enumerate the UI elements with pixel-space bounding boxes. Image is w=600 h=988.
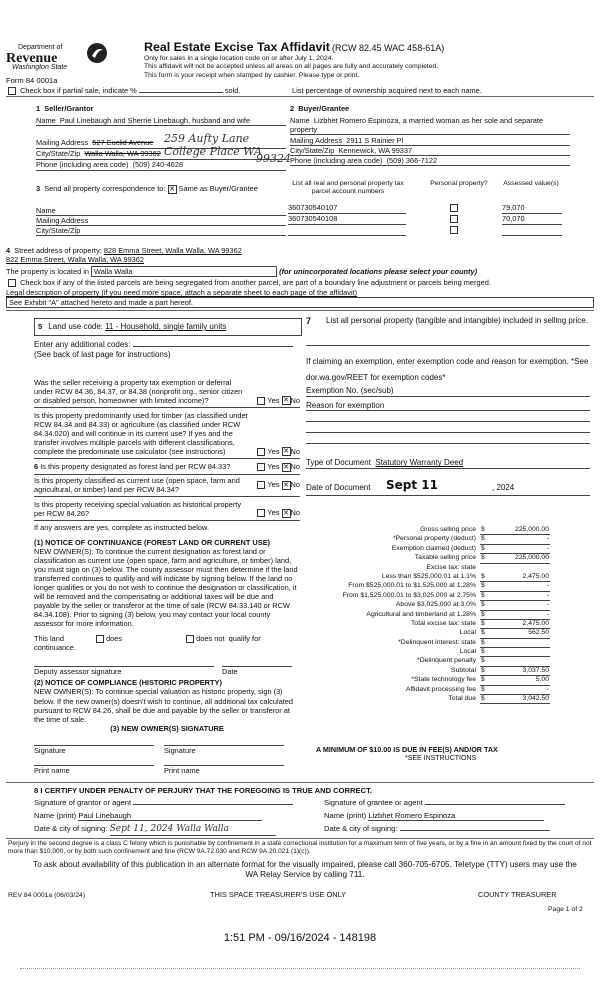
divider [6,838,594,839]
tax-row [306,676,550,685]
tax-row [306,657,550,666]
alt-format-text: To ask about availability of this publication in an alternate format for the visually impaired, please call 360-705-6705. Teletype (TTY) users may use the WA Relay Service by calling 711. [33,860,577,879]
tax-row-value[interactable]: - [546,601,549,609]
perforation [20,968,580,969]
dollar-sign: $ [481,638,485,646]
parcel-row [288,214,588,225]
yes-label: Yes [267,462,280,472]
tax-row-label: Agricultural and timberland at 1.28% [366,610,476,618]
tax-row-label: Total excise tax: state [411,619,476,627]
dept-of: Department of [18,44,63,51]
street-label: Street address of property: [14,246,102,255]
tax-row-currency [480,611,550,620]
does-label: does [106,634,123,644]
subtitle-3: This form is your receipt when stamped by cashier. Please type or print. [144,71,360,79]
reason-label: Reason for exemption [306,400,385,410]
tax-row [306,667,550,676]
tax-row [306,686,550,695]
tax-row-label: From $525,000.01 to $1,525,000 at 1.28% [348,582,476,590]
s6-num: 6 [34,462,39,472]
subtitle-1: Only for sales in a single location code on or after July 1, 2024. [144,55,334,63]
this-land-label: This land [34,634,64,644]
no-label: No [290,508,300,518]
seller-mail-struck: 527 Euclid Avenue [92,138,154,148]
tax-row-currency [480,545,550,554]
buyer-section [290,104,570,166]
dollar-sign: $ [481,535,485,543]
dor-logo [6,38,126,74]
personal-property-checkbox[interactable] [450,204,458,212]
yes-label: Yes [267,446,280,456]
dollar-sign: $ [481,582,485,590]
correspondence-section [36,184,286,236]
s5-num: 5 [38,322,43,331]
grantee-name[interactable]: Lizbhet Romero Espinoza [368,811,544,821]
divider [6,96,594,97]
same-as-buyer-checkbox[interactable]: ✕ [169,185,175,193]
corr-num: 3 [36,184,41,193]
s7-num: 7 [306,316,312,326]
tax-row-currency [480,657,550,666]
segregate-label: Check box if any of the listed parcels are being segregated from another parcel, are part of a boundary line adjustment or parcels being merged. [20,278,491,288]
tax-table [306,526,550,704]
treasurer-use: THIS SPACE TREASURER'S USE ONLY [210,890,347,899]
q3-no-checkbox[interactable]: ✕ [283,463,289,471]
additional-codes-label: Enter any additional codes: [34,340,131,349]
tax-row [306,629,550,638]
if-yes-note: If any answers are yes, complete as instructed below. [34,523,209,532]
q5-text: Is this property receiving special valuation as historical property per RCW 84.26? [34,499,242,518]
q5-no-checkbox[interactable]: ✕ [283,509,289,517]
dollar-sign: $ [481,601,485,609]
street-num: 4 [6,246,11,255]
q1-no-checkbox[interactable]: ✕ [283,397,289,405]
dollar-sign: $ [481,648,485,656]
dollar-sign: $ [481,619,485,627]
dollar-sign: $ [481,610,485,618]
legal-label: Legal description of property (if you need more space, attach a separate sheet to each page of the affidavit) [6,288,358,298]
yes-label: Yes [267,508,280,518]
grantor-sig-label: Signature of grantor or agent [34,798,132,808]
tax-row [306,564,550,573]
deputy-signature-label: Deputy assessor signature [34,667,122,677]
seller-num: 1 [36,104,41,113]
s7-text: List all personal property (tangible and intangible) included in selling price. [326,316,588,325]
street-address-2[interactable]: 822 Emma Street, Walla Walla, WA 99362 [6,255,145,265]
seller-zip-handwritten[interactable]: 99324 [256,152,291,166]
personal-property-line[interactable] [306,337,590,346]
form-title: Real Estate Excise Tax Affidavit [144,40,330,54]
no-label: No [290,395,300,405]
tax-row [306,554,550,563]
notice-1-body: NEW OWNER(S): To continue the current designation as forest land or classification as current use (open space, farm and agriculture, or timber) land, you must sign on (3) below. The county assessor must then determine if the land transferred continues to qualify and will indicate by signing below. If the land no longer qualifies or you do not wish to continue the designation or classification, it will be removed and the compensating or additional taxes will be due and payable by the seller or transferor at the time of sale (RCW 84.33.140 or RCW 84.34.108). Prior to signing (3) below, you may contact your local county assessor for more information. [34,547,298,629]
tax-row-currency [480,639,550,648]
q2-no-checkbox[interactable]: ✕ [283,448,289,456]
qualify-label: qualify for [228,634,261,644]
parcel-header-numbers: List all real and personal property tax parcel account numbers [292,180,404,196]
tax-row [306,592,550,601]
notice-1-title: (1) NOTICE OF CONTINUANCE (FOREST LAND OR CURRENT USE) [34,538,271,548]
perjury-text: Perjury in the second degree is a class C felony which is punishable by confinement in a state correctional institution for a maximum term of five years, or by a fine in an amount fixed by the court of not more than $10,000, or by both such confinement and fine (RCW 9A.72.030 and RCW 9A.20.021 (1)(c)). [8,840,592,856]
parcel-table [288,180,588,236]
buyer-name-label: Name [290,116,310,126]
q3-yes-checkbox[interactable] [257,463,265,471]
tax-row-label: From $1,525,000.01 to $3,025,000 at 2.75% [342,591,476,599]
tax-row [306,611,550,620]
tax-row-currency [480,573,550,582]
land-use-label: Land use code: [48,322,104,331]
personal-property-section [306,316,590,496]
yes-label: Yes [267,395,280,405]
dollar-sign: $ [481,629,485,637]
parcel-number[interactable] [288,225,406,236]
list-percentage-note: List percentage of ownership acquired next to each name. [292,86,482,95]
tax-row [306,582,550,591]
uninc-note: (for unincorporated locations please select your county) [279,267,478,277]
parcel-assessed-value[interactable]: 79,070 [502,203,562,214]
certify-section [34,786,594,836]
grantee-date[interactable] [400,830,550,831]
tax-row-label: Less than $525,000.01 at 1.1% [381,572,476,580]
tax-row-currency [480,667,550,676]
tax-row-label: Above $3,025,000 at 3.0% [395,601,476,609]
seller-phone[interactable]: (509) 240-4628 [132,160,184,170]
seller-city-label: City/State/Zip [36,149,81,159]
tax-row-label: *Delinquent penalty [417,657,476,665]
tax-row-value[interactable]: - [546,535,549,543]
additional-codes-input[interactable] [133,346,293,347]
tax-row [306,620,550,629]
reason-line[interactable] [306,433,590,444]
seller-name-label: Name [36,116,56,126]
grantor-name[interactable]: Paul Linebaugh [78,811,262,821]
seller-name[interactable]: Paul Linebaugh and Sherrie Linebaugh, husband and wife [59,116,251,126]
dollar-sign: $ [481,526,485,533]
land-use-box [34,318,302,336]
tax-row [306,526,550,535]
personal-property-checkbox[interactable] [450,215,458,223]
tax-row-label: *Delinquent interest: state [398,638,476,646]
grantee-name-label: Name (print) [324,810,367,820]
buyer-city-label: City/State/Zip [290,146,335,156]
no-label: No [290,480,300,490]
tax-row-currency [480,648,550,657]
tax-row-currency [480,564,550,573]
tax-row-label: Taxable selling price [414,554,476,562]
owner-print-name-label-2: Print name [164,765,200,775]
exemption-no-label: Exemption No. (sec/sub) [306,385,394,395]
seller-mail-label: Mailing Address [36,138,89,148]
located-label: The property is located in [6,267,89,277]
parcel-header-assessed: Assessed value(s) [503,180,559,187]
dor-emblem-icon [86,42,108,64]
tax-row-label: Total due [448,695,476,703]
grantee-date-label: Date & city of signing: [324,823,398,833]
legal-description: See Exhibit "A" attached hereto and made a part hereof. [9,298,193,308]
deputy-date-label: Date [222,667,238,677]
dollar-sign: $ [481,657,485,665]
grantee-sig-label: Signature of grantee or agent [324,798,423,808]
buyer-phone-label: Phone (including area code) [290,156,383,166]
tax-row-label: Affidavit processing fee [405,685,476,693]
tax-row-currency [480,686,550,695]
grantor-date-label: Date & city of signing: [34,823,108,833]
dollar-sign: $ [481,554,485,562]
buyer-phone[interactable]: (509) 366-7122 [386,156,438,166]
seller-heading: Seller/Grantor [44,104,94,113]
partial-sale-row [6,86,296,95]
county-select[interactable]: Walla Walla [91,266,277,277]
parcel-assessed-value[interactable]: 70,070 [502,214,562,225]
tax-row-value[interactable]: 3,042.50 [522,695,549,703]
reason-line[interactable] [306,422,590,433]
corr-label: Send all property correspondence to: [44,184,166,193]
tax-row-value[interactable]: 3,037.50 [522,666,549,674]
does-checkbox[interactable] [96,635,104,643]
partial-sale-checkbox[interactable] [8,87,16,95]
doc-date-handwritten[interactable]: Sept 11 [386,478,438,493]
corr-name-label: Name [36,205,56,215]
tax-row [306,601,550,610]
street-address[interactable]: 828 Emma Street, Walla Walla, WA 99362 [103,246,242,255]
no-label: No [290,462,300,472]
corr-mail-label: Mailing Address [36,215,89,225]
notice-2-body: NEW OWNER(S): To continue special valuation as historic property, sign (3) below. If the new owner(s) doesn't wish to continue, all additional tax calculated pursuant to RCW 84.26, shall be due and payable by the seller or transferor at the time of sale. [34,687,294,724]
revenue-wordmark: Revenue [6,51,58,66]
additional-codes [34,340,304,360]
tax-row-currency [480,695,550,704]
parcel-number[interactable]: 360730540108 [288,214,406,225]
doc-date-label: Date of Document [306,483,371,493]
dollar-sign: $ [481,572,485,580]
form-number: Form 84 0001a [6,76,58,85]
tax-row-value[interactable]: 562.50 [528,629,549,637]
owner-signature-label-2: Signature [164,745,196,755]
tax-row-value[interactable]: - [546,544,549,552]
form-statute: (RCW 82.45 WAC 458-61A) [332,43,445,53]
divider [6,310,594,311]
doc-type[interactable]: Statutory Warranty Deed [375,458,464,468]
continuance-label: continuance. [34,643,76,653]
form-title-block [144,40,594,80]
does-not-label: does not [196,634,225,644]
tax-row [306,535,550,544]
buyer-city[interactable]: Kennewick, WA 99337 [338,146,413,156]
does-not-checkbox[interactable] [186,635,194,643]
tax-row [306,639,550,648]
dollar-sign: $ [481,685,485,693]
tax-row-value[interactable]: 225,000.00 [514,554,549,562]
q2-yes-checkbox[interactable] [257,448,265,456]
legal-description-field[interactable] [6,297,594,308]
corr-same: Same as Buyer/Grantee [178,184,258,193]
subtitle-2: This affidavit will not be accepted unless all areas on all pages are fully and accurately completed. [144,63,439,71]
parcel-row [288,203,588,214]
partial-sale-label: Check box if partial sale, indicate % [20,86,137,95]
corr-city-label: City/State/Zip [36,225,81,235]
tax-row-value[interactable]: - [546,610,549,618]
grantor-date-handwritten[interactable]: Sept 11, 2024 Walla Walla [110,824,276,836]
seller-city-handwritten[interactable]: College Place WA [164,145,262,159]
see-instructions: *SEE INSTRUCTIONS [405,755,477,762]
doc-type-label: Type of Document [306,458,371,468]
buyer-heading: Buyer/Grantee [298,104,350,113]
tax-row-currency [480,601,550,610]
tax-row-value[interactable]: - [546,582,549,590]
land-use-code[interactable]: 11 - Household, single family units [105,322,227,331]
exemption-text: If claiming an exemption, enter exemption code and reason for exemption. *See dor.wa.gov/REET for exemption codes* [306,356,589,382]
tax-row-currency [480,629,550,638]
tax-row [306,695,550,704]
q5-yes-checkbox[interactable] [257,509,265,517]
washington-state: Washington State [12,64,68,71]
tax-row-label: Subtotal [451,666,476,674]
tax-row-value[interactable]: 2,475.00 [522,619,549,627]
tax-row-currency [480,535,550,544]
q4-no-checkbox[interactable]: ✕ [283,481,289,489]
minimum-note: A MINIMUM OF $10.00 IS DUE IN FEE(S) AND/OR TAX [316,745,498,754]
seller-mail-handwritten[interactable]: 259 Aufty Lane [164,132,250,146]
tax-row [306,648,550,657]
dollar-sign: $ [481,666,485,674]
see-back: (See back of last page for instructions) [34,349,171,359]
tax-row-currency [480,554,550,563]
seller-section [36,104,291,171]
partial-sale-sold: sold. [224,86,241,95]
question-exemption [34,378,300,521]
doc-year: , 2024 [492,483,515,493]
no-label: No [290,446,300,456]
yes-label: Yes [267,480,280,490]
tax-row-label: Local [459,648,476,656]
county-treasurer: COUNTY TREASURER [478,890,557,899]
tax-row [306,573,550,582]
q4-text: Is this property classified as current use (open space, farm and agricultural, or timber) land per RCW 84.34? [34,475,240,494]
dollar-sign: $ [481,544,485,552]
tax-row-value[interactable]: 2,475.00 [522,572,549,580]
q2-text: Is this property predominantly used for timber (as classified under RCW 84.34 and 84.33) or agriculture (as classified under RCW 84.34.020) and will continue in its current use? If yes and the transfer involves multiple parcels with different classifications, complete the predominate use calculator (see instructions) [34,411,249,457]
tax-row [306,545,550,554]
street-section [6,246,594,308]
tax-row-currency [480,592,550,601]
page-number: Page 1 of 2 [548,906,583,913]
grantor-name-label: Name (print) [34,810,77,820]
cert-text: I CERTIFY UNDER PENALTY OF PERJURY THAT THE FOREGOING IS TRUE AND CORRECT. [40,786,372,795]
notices-block [34,523,300,775]
tax-row-currency [480,620,550,629]
owner-signature-label: Signature [34,745,66,755]
parcel-header-personal: Personal property? [430,180,488,187]
tax-row-value[interactable]: 5.00 [535,676,549,684]
tax-row-label: Excise tax: state [426,563,476,571]
seller-city-struck: Walla Walla, WA 99362 [84,149,161,159]
buyer-mail[interactable]: 2911 S Rainier Pl [346,136,404,146]
tax-row-currency [480,676,550,685]
grantor-signature[interactable] [133,804,293,805]
cert-num: 8 [34,786,39,795]
dollar-sign: $ [481,591,485,599]
dollar-sign: $ [481,676,485,684]
q3-text: Is this property designated as forest land per RCW 84.33? [40,462,231,472]
q1-yes-checkbox[interactable] [257,397,265,405]
divider [6,782,594,783]
tax-row-currency [480,582,550,591]
buyer-num: 2 [290,104,295,113]
tax-row-label: *State technology fee [411,676,476,684]
owner-print-name-label: Print name [34,765,70,775]
parcel-row [288,225,588,236]
dollar-sign: $ [481,695,485,703]
buyer-name[interactable]: Lizbhet Romero Espinoza, a married woman as her sole and separate property [290,116,544,135]
reason-line[interactable] [306,411,590,422]
q1-text: Was the seller receiving a property tax exemption or deferral under RCW 84.36, 84.37, or 84.38 (nonprofit org., senior citizen or disabled person, homeowner with limited income)? [34,378,243,406]
recording-stamp: 1:51 PM - 09/16/2024 - 148198 [223,932,377,944]
tax-row-label: Gross selling price [420,526,476,533]
tax-row-value[interactable]: 225,000.00 [514,526,549,533]
tax-row-label: Exemption claimed (deduct) [391,544,476,552]
seller-phone-label: Phone (including area code) [36,160,129,170]
q4-yes-checkbox[interactable] [257,481,265,489]
tax-row-value[interactable]: - [546,591,549,599]
tax-row-label: Local [459,629,476,637]
parcel-assessed-value[interactable] [502,225,562,236]
rev-number: REV 84 0001a (06/03/24) [8,892,86,899]
tax-row-currency [480,526,550,535]
tax-row-label: *Personal property (deduct) [392,535,476,543]
notice-2-title: (2) NOTICE OF COMPLIANCE (HISTORIC PROPERTY) [34,678,222,688]
segregate-checkbox[interactable] [8,279,16,287]
tax-row-value[interactable]: - [546,685,549,693]
buyer-mail-label: Mailing Address [290,136,343,146]
notice-3-title: (3) NEW OWNER(S) SIGNATURE [110,723,224,733]
partial-sale-pct[interactable] [139,92,223,93]
parcel-number[interactable]: 360730540107 [288,203,406,214]
personal-property-checkbox[interactable] [450,226,458,234]
grantee-signature[interactable] [425,804,565,805]
